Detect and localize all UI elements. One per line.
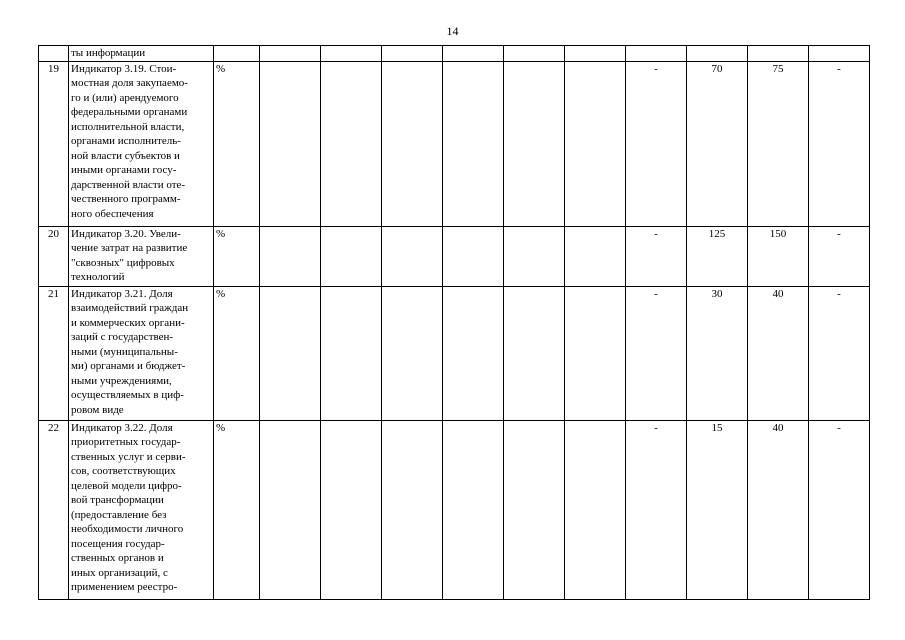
value-cell: - bbox=[809, 286, 870, 420]
indicator-name: Индикатор 3.21. Доля взаимодействий граждан и коммерческих органи- заций с государствен- ными (муниципальны- ми) органами и бюджет- ными учреждениями, осуществляемых в циф- ровом виде bbox=[69, 286, 214, 420]
row-number: 20 bbox=[39, 226, 69, 286]
value-cell: - bbox=[626, 286, 687, 420]
value-cell: - bbox=[626, 226, 687, 286]
indicator-name: Индикатор 3.22. Доля приоритетных государ- ственных услуг и серви- сов, соответствующих целевой модели цифро- вой трансформации (предоставление без необходимости личного посещения государ- ственных органов и иных организаций, с применением реестро- bbox=[69, 420, 214, 599]
row-number: 21 bbox=[39, 286, 69, 420]
value-cell: 40 bbox=[748, 420, 809, 599]
unit-cell: % bbox=[214, 226, 260, 286]
value-cell: - bbox=[809, 61, 870, 226]
value-cell: - bbox=[809, 226, 870, 286]
table-row-continuation bbox=[39, 46, 870, 62]
value-cell: 40 bbox=[748, 286, 809, 420]
num-cell bbox=[39, 46, 69, 62]
unit-cell: % bbox=[214, 61, 260, 226]
table-row bbox=[39, 286, 870, 420]
value-cell: - bbox=[626, 61, 687, 226]
value-cell: 15 bbox=[687, 420, 748, 599]
indicator-name: Индикатор 3.19. Стои- мостная доля закупаемо- го и (или) арендуемого федеральными органами исполнительной власти, органами исполнитель- ной власти субъектов и иными органами госу- дарственной власти оте- чественного программ- ного обеспечения bbox=[69, 61, 214, 226]
value-cell: 125 bbox=[687, 226, 748, 286]
indicators-table bbox=[38, 45, 870, 600]
unit-cell: % bbox=[214, 286, 260, 420]
unit-cell: % bbox=[214, 420, 260, 599]
row-number: 22 bbox=[39, 420, 69, 599]
table-row bbox=[39, 420, 870, 599]
row-number: 19 bbox=[39, 61, 69, 226]
continuation-text: ты информации bbox=[69, 46, 214, 62]
value-cell: 30 bbox=[687, 286, 748, 420]
value-cell: - bbox=[626, 420, 687, 599]
table-row bbox=[39, 226, 870, 286]
value-cell: 150 bbox=[748, 226, 809, 286]
table-row bbox=[39, 61, 870, 226]
value-cell: - bbox=[809, 420, 870, 599]
page-number: 14 bbox=[446, 24, 459, 38]
value-cell: 75 bbox=[748, 61, 809, 226]
value-cell: 70 bbox=[687, 61, 748, 226]
indicator-name: Индикатор 3.20. Увели- чение затрат на развитие "сквозных" цифровых технологий bbox=[69, 226, 214, 286]
